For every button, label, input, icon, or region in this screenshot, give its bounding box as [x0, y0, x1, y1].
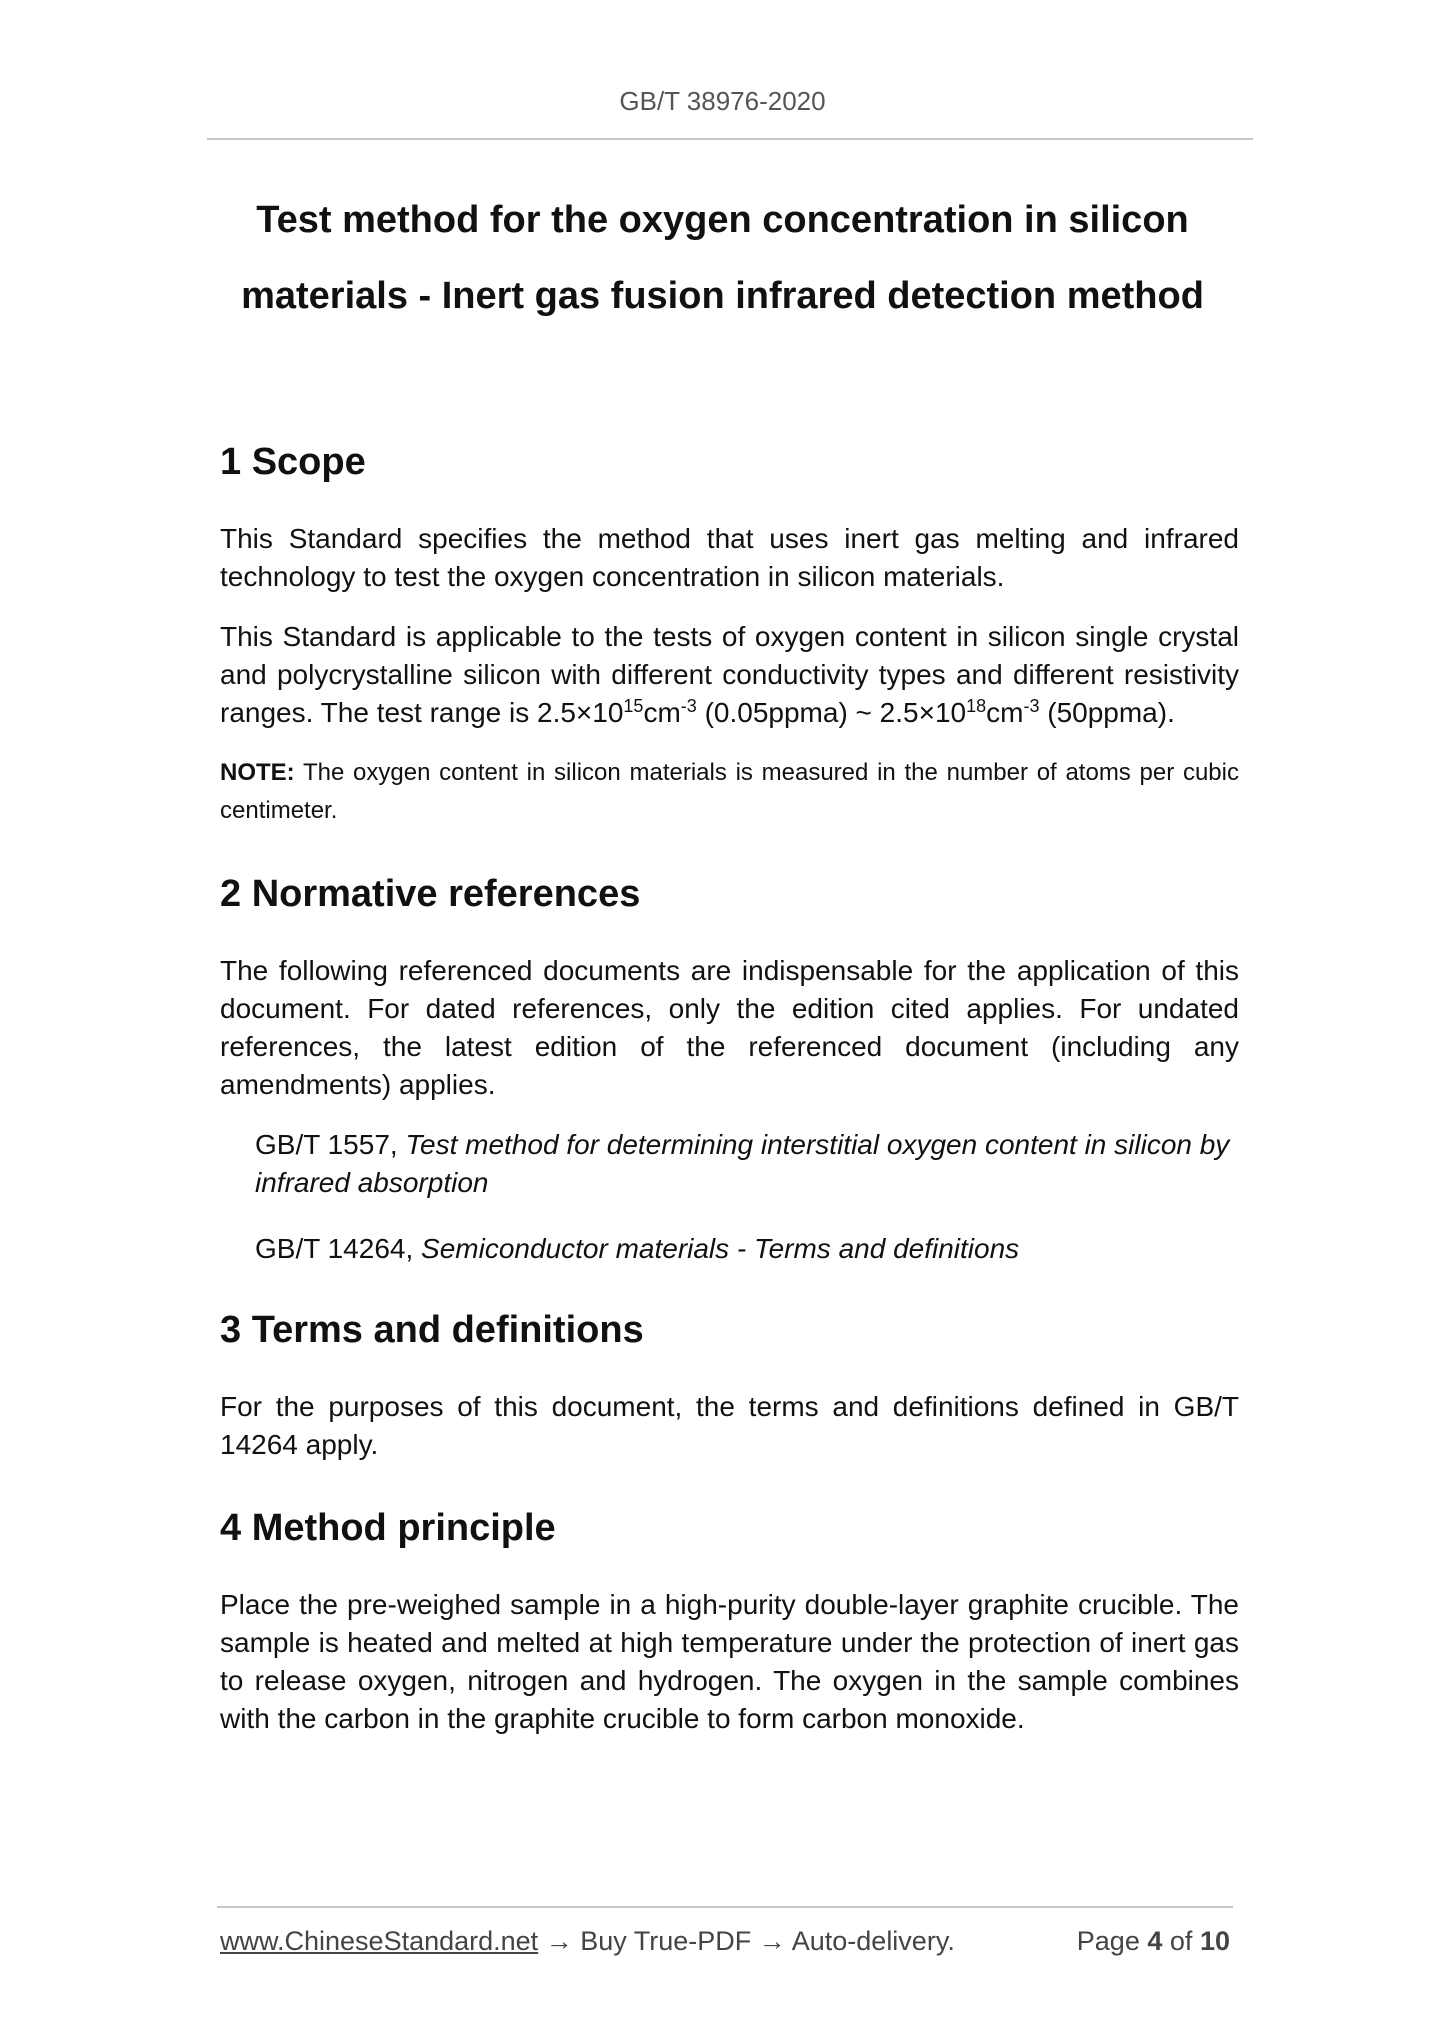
reference-title: Test method for determining interstitial oxygen content in silicon by infrared absorption	[255, 1129, 1230, 1198]
reference-code: GB/T 1557,	[255, 1129, 406, 1160]
of-word: of	[1169, 1926, 1193, 1956]
scope-paragraph-2	[220, 618, 1239, 732]
header-divider	[207, 138, 1253, 140]
website-link[interactable]: www.ChineseStandard.net	[220, 1926, 539, 1956]
running-header: GB/T 38976-2020	[619, 86, 826, 116]
document-title-line-2: materials - Inert gas fusion infrared detection method	[241, 275, 1204, 317]
reference-item	[255, 1126, 1239, 1202]
footer-tagline: → Buy True-PDF → Auto-delivery.	[538, 1926, 955, 1956]
section-heading-scope: 1 Scope	[220, 441, 366, 483]
section-heading-method-principle: 4 Method principle	[220, 1507, 556, 1549]
scope-text-b: cm	[643, 697, 681, 728]
page-footer	[220, 1926, 1230, 1957]
reference-item	[255, 1230, 1239, 1268]
scope-sup-3: 18	[966, 696, 987, 716]
scope-text-c: (0.05ppma) ~ 2.5×10	[696, 697, 967, 728]
page-total: 10	[1199, 1926, 1230, 1956]
scope-sup-4: -3	[1023, 696, 1040, 716]
scope-sup-1: 15	[623, 696, 644, 716]
document-body	[220, 438, 1239, 1760]
scope-text-a: This Standard is applicable to the tests of oxygen content in silicon single crystal and polycrystalline silicon with different conductivity types and different resistivity ranges. The test range is 2.5×10	[220, 621, 1239, 728]
principle-paragraph: Place the pre-weighed sample in a high-purity double-layer graphite crucible. The sample is heated and melted at high temperature under the protection of inert gas to release oxygen, nitrogen and hydrogen. The oxygen in the sample combines with the carbon in the graphite crucible to form carbon monoxide.	[220, 1589, 1239, 1734]
document-title	[180, 182, 1265, 334]
scope-text-d: cm	[986, 697, 1024, 728]
page-indicator	[1077, 1926, 1230, 1957]
section-heading-terms: 3 Terms and definitions	[220, 1309, 644, 1351]
normative-paragraph: The following referenced documents are indispensable for the application of this document. For dated references, only the edition cited applies. For undated references, the latest edition of the referenced document (including any amendments) applies.	[220, 955, 1239, 1100]
scope-note	[220, 754, 1239, 830]
scope-text-e: (50ppma).	[1039, 697, 1175, 728]
scope-paragraph-1: This Standard specifies the method that uses inert gas melting and infrared technology to test the oxygen concentration in silicon materials.	[220, 523, 1239, 592]
section-heading-normative-references: 2 Normative references	[220, 873, 641, 915]
scope-sup-2: -3	[680, 696, 697, 716]
document-title-line-1: Test method for the oxygen concentration in silicon	[256, 199, 1189, 241]
reference-code: GB/T 14264,	[255, 1233, 422, 1264]
note-label: NOTE:	[220, 759, 295, 786]
footer-divider	[217, 1906, 1233, 1908]
note-text: The oxygen content in silicon materials is measured in the number of atoms per cubic centimeter.	[220, 759, 1239, 824]
page-number: 4	[1147, 1926, 1163, 1956]
page-word: Page	[1076, 1926, 1140, 1956]
reference-title: Semiconductor materials - Terms and definitions	[421, 1233, 1020, 1264]
terms-paragraph: For the purposes of this document, the terms and definitions defined in GB/T 14264 apply.	[220, 1391, 1239, 1460]
